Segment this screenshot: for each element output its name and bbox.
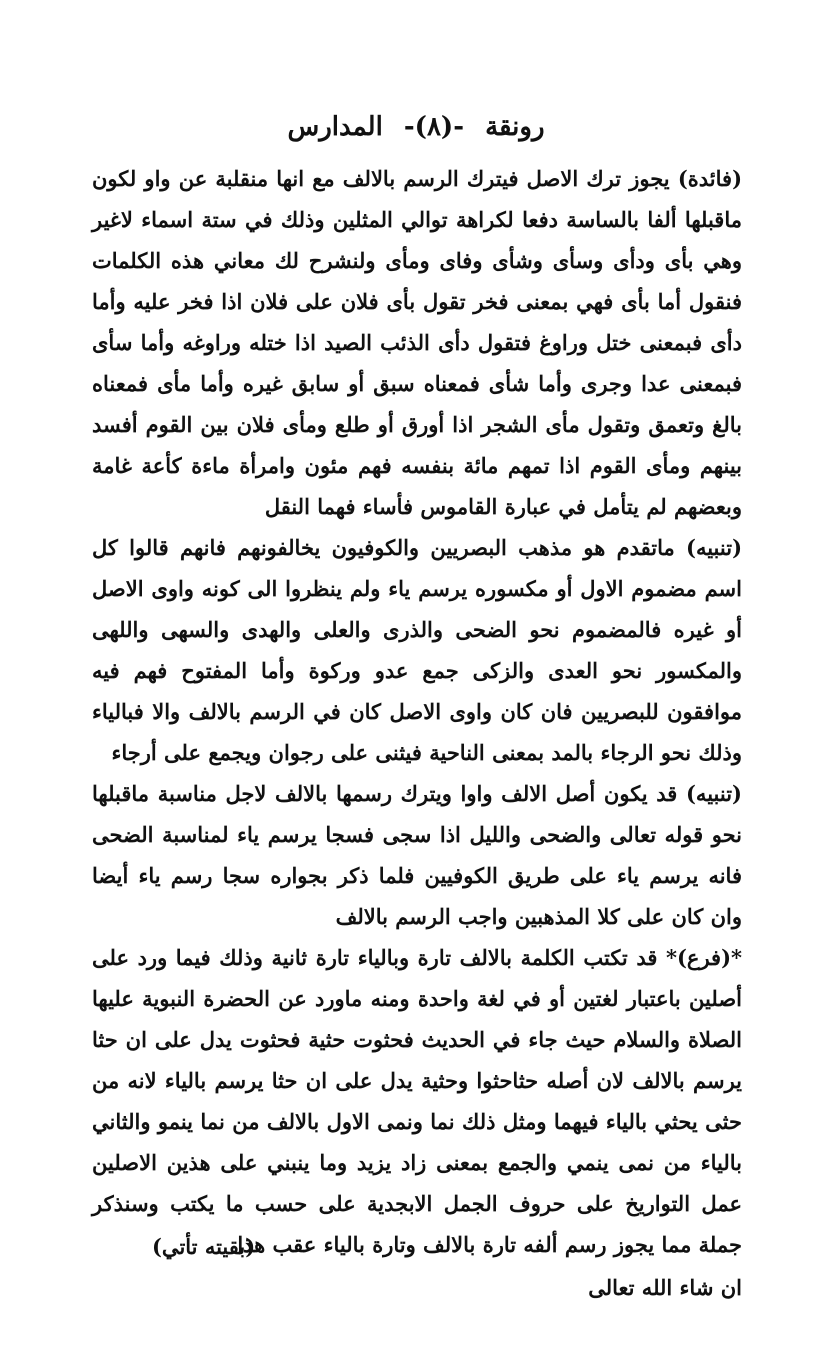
paragraph-label: *(فرع)* bbox=[666, 945, 742, 970]
paragraph-tanbih-1 bbox=[92, 527, 742, 773]
paragraph-far bbox=[92, 937, 742, 1265]
paragraph-tanbih-2 bbox=[92, 773, 742, 937]
paragraph-text: قد تكتب الكلمة بالالف تارة وبالياء تارة ثانية وذلك فيما ورد على أصلين باعتبار لغتين أو في لغة واحدة ومنه ماورد عن الحضرة النبوية عليها الصلاة والسلام حيث جاء في الحديث فحثوت حثية فحثوت يدل على ان حثا يرسم بالالف لان أصله حثاحثوا وحثية يدل على ان حثا يرسم بالياء لانه من حثى يحثي بالياء فيهما ومثل ذلك نما ونمى الاول بالالف من نما ينمو والثاني بالياء من نمى ينمي والجمع بمعنى زاد يزيد وما ينبني على هذين الاصلين عمل التواريخ على حروف الجمل الابجدية على حسب ما يكتب وسنذكر جملة مما يجوز رسم ألفه تارة بالالف وتارة بالياء عقب هذا bbox=[92, 945, 742, 1257]
page-header bbox=[0, 112, 832, 142]
paragraph-label: (تنبيه) bbox=[686, 535, 743, 560]
paragraph-text: يجوز ترك الاصل فيترك الرسم بالالف مع انها منقلبة عن واو لكون ماقبلها ألفا بالساسة دفعا لكراهة توالي المثلين وذلك في ستة اسماء لاغير وهي بأى ودأى وسأى وشأى وفاى ومأى ولنشرح لك معاني هذه الكلمات فنقول أما بأى فهي بمعنى فخر تقول بأى فلان على فلان اذا فخر عليه وأما دأى فبمعنى ختل وراوغ فتقول دأى الذئب الصيد اذا ختله وراوغه وأما سأى فبمعنى عدا وجرى وأما شأى فمعناه سبق أو سابق غيره وأما مأى فمعناه بالغ وتعمق وتقول مأى الشجر اذا أورق أو طلع ومأى فلان بين القوم أفسد بينهم ومأى القوم اذا تمهم مائة بنفسه فهم مئون وامرأة ماءة كأعة غامة وبعضهم لم يتأمل في عبارة القاموس فأساء فهما النقل bbox=[92, 166, 742, 519]
page-body bbox=[92, 158, 742, 1265]
paragraph-label: (فائدة) bbox=[677, 166, 743, 191]
page-number: -(٨)- bbox=[403, 112, 465, 142]
page-title: المدارس bbox=[287, 112, 383, 142]
continuation-note: (بقيته تأتي) bbox=[152, 1234, 256, 1259]
paragraph-faida bbox=[92, 158, 742, 527]
closing-phrase: ان شاء الله تعالى bbox=[588, 1275, 742, 1300]
paragraph-label: (تنبيه) bbox=[686, 781, 742, 806]
header-section: رونقة bbox=[485, 112, 545, 142]
page-footer bbox=[92, 1226, 742, 1308]
paragraph-text: ماتقدم هو مذهب البصريين والكوفيون يخالفونهم فانهم قالوا كل اسم مضموم الاول أو مكسوره يرسم ياء ولم ينظروا الى كونه واوى الاصل أو غيره فالمضموم نحو الضحى والذرى والعلى والهدى والسهى واللهى والمكسور نحو العدى والزكى جمع عدو وركوة وأما المفتوح فهم فيه موافقون للبصريين فان كان واوى الاصل كان في الرسم بالالف والا فبالياء وذلك نحو الرجاء بالمد بمعنى الناحية فيثنى على رجوان ويجمع على أرجاء bbox=[92, 535, 742, 765]
paragraph-text: قد يكون أصل الالف واوا ويترك رسمها بالالف لاجل مناسبة ماقبلها نحو قوله تعالى والضحى والليل اذا سجى فسجا يرسم ياء لمناسبة الضحى فانه يرسم ياء على طريق الكوفيين فلما ذكر بجواره سجا رسم ياء أيضا وان كان على كلا المذهبين واجب الرسم بالالف bbox=[92, 781, 742, 929]
